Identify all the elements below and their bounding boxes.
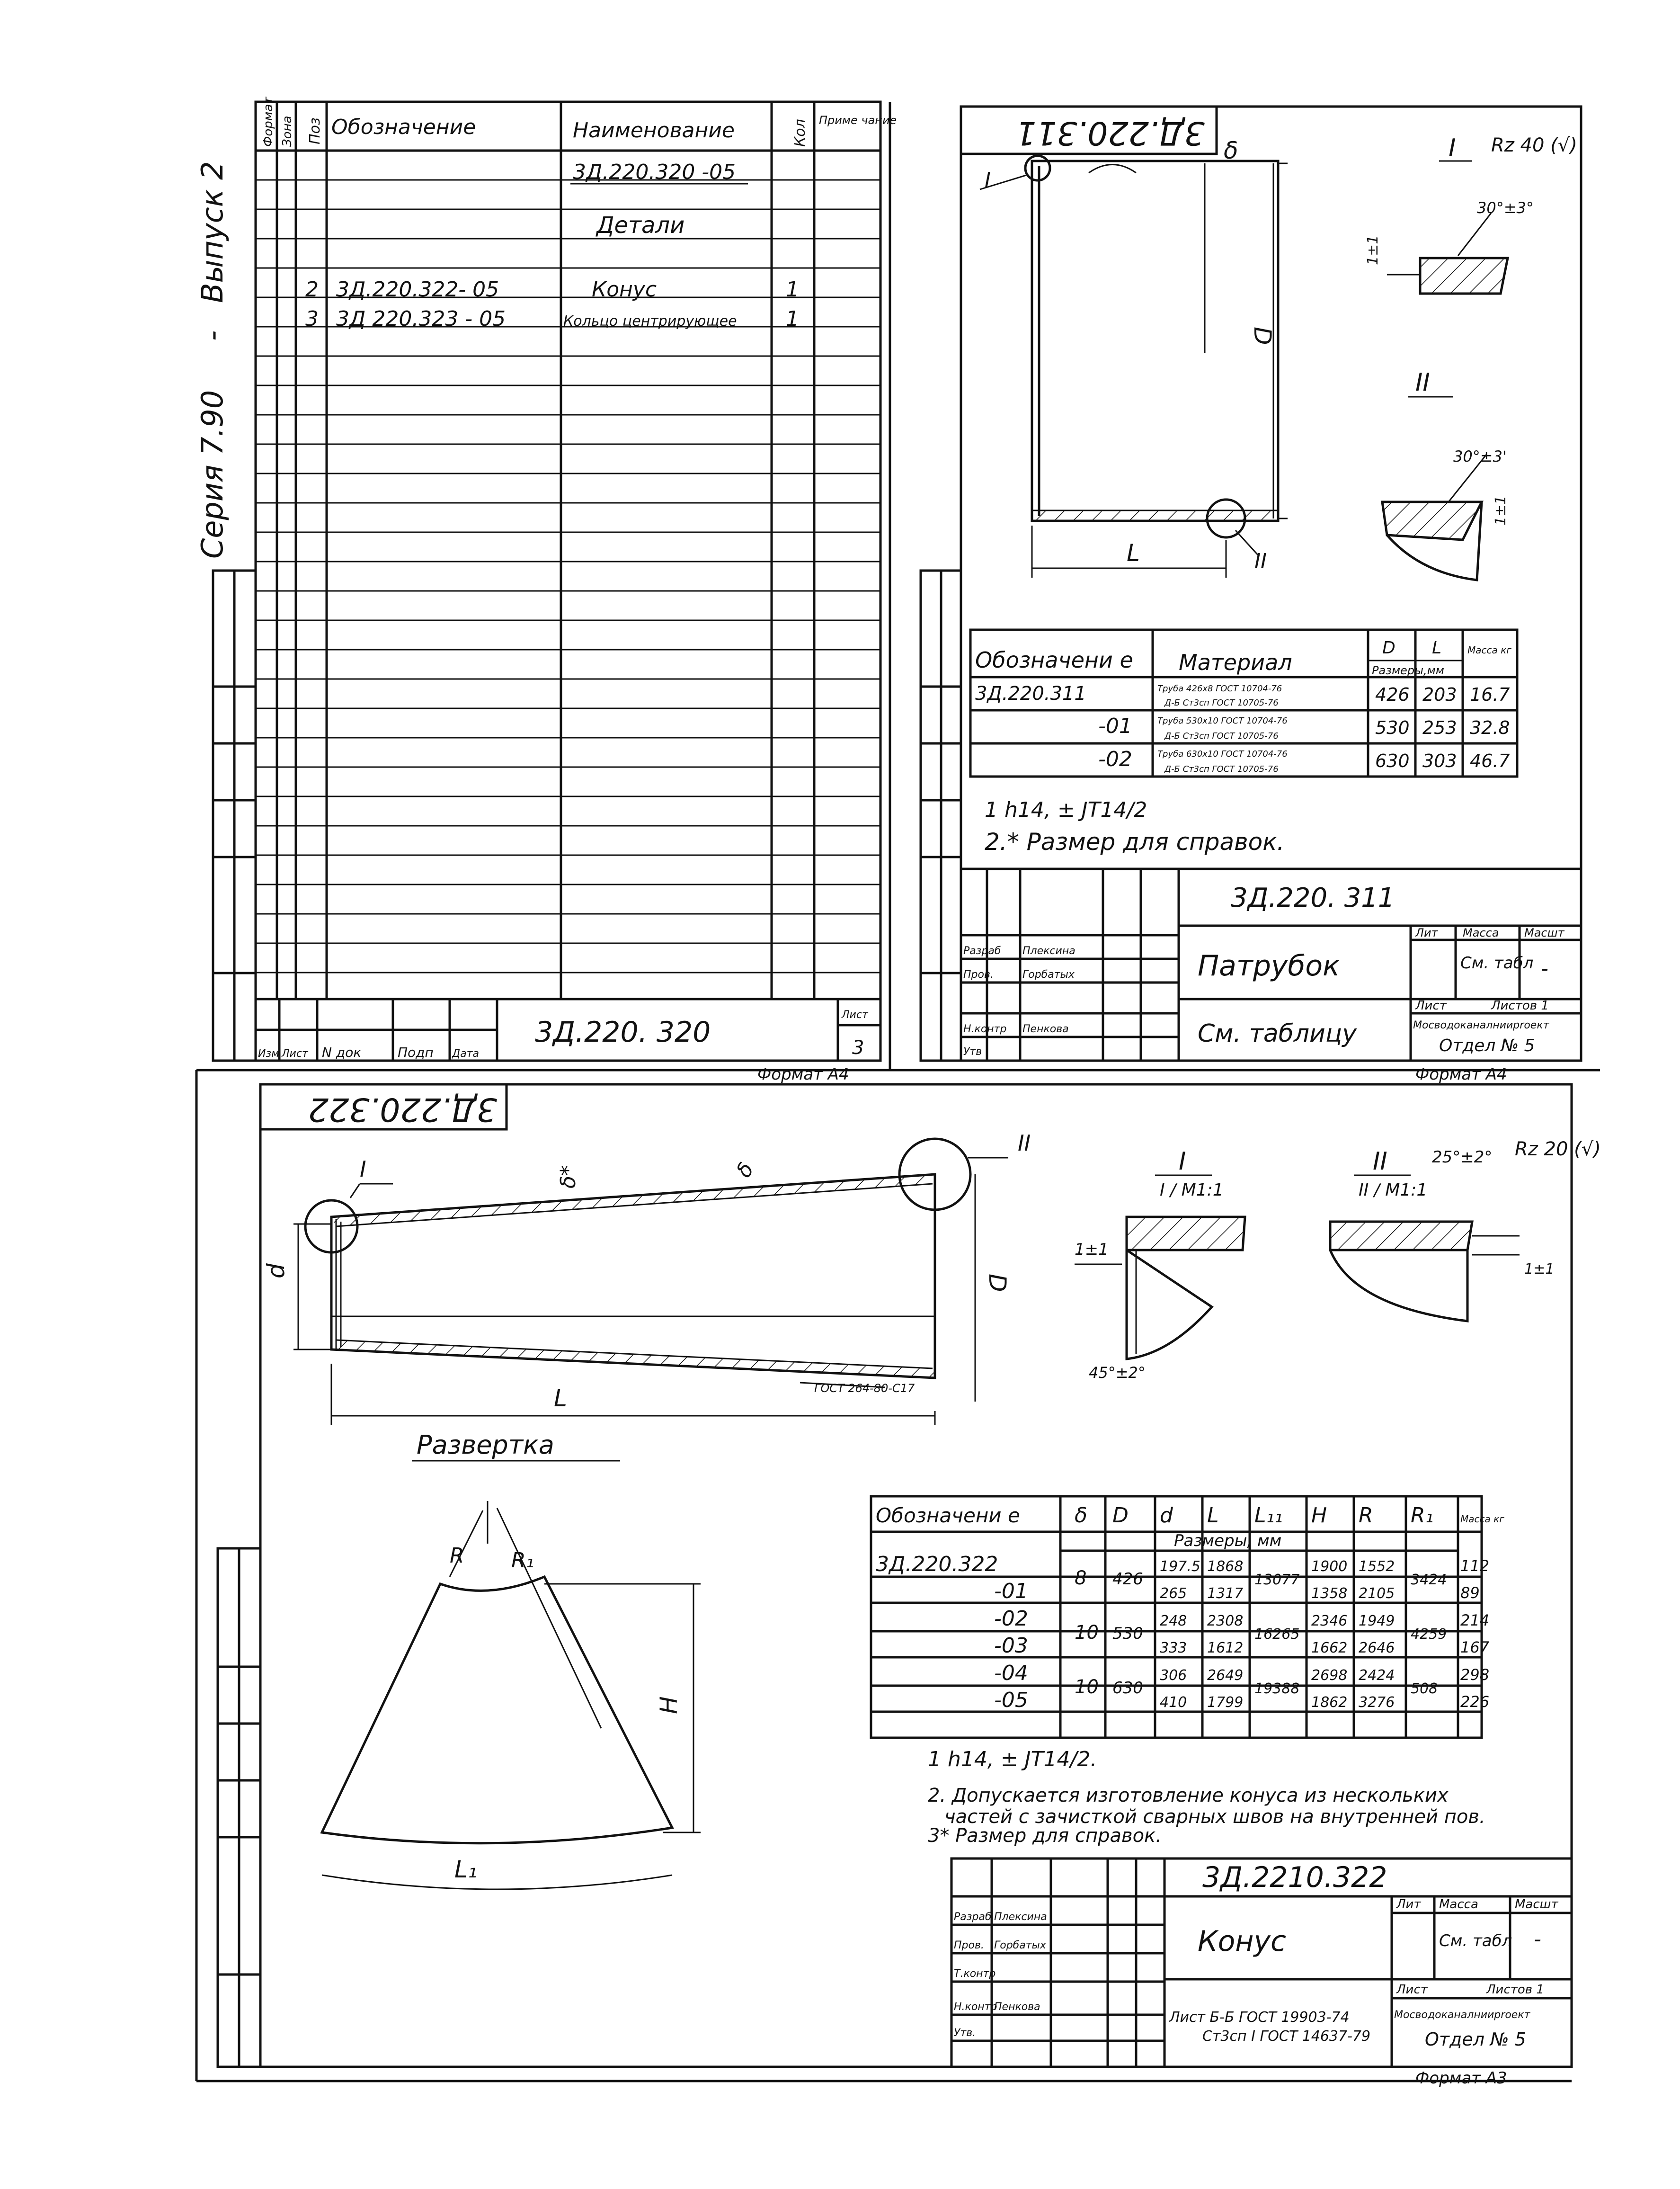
unfold-H: H [655, 1696, 683, 1714]
d322-s: δ* [556, 1165, 580, 1188]
d311-tb-sheets: Листов 1 [1491, 999, 1549, 1013]
row2-qty: 1 [786, 307, 799, 331]
t322-cell: 1317 [1207, 1585, 1244, 1602]
spec-frame [256, 102, 880, 1061]
t322-header: D [1112, 1503, 1129, 1528]
d322-p4-role: Н.контр [954, 2001, 997, 2013]
d322-detail1-scale: I / М1:1 [1160, 1180, 1224, 1200]
t322-cell: 2308 [1207, 1613, 1244, 1629]
spec-section: Детали [596, 212, 685, 239]
d322-gost: ГОСТ 264-80-С17 [814, 1382, 915, 1395]
d322-detail2-scale: II / М1:1 [1359, 1180, 1428, 1200]
t322-cell: 13077 [1254, 1572, 1300, 1588]
d322-v1: I [360, 1156, 366, 1182]
d311-p2-role: Пров. [963, 969, 994, 981]
d322-p2-name: Горбатых [994, 1939, 1046, 1951]
t311-r1-mat-b: Д-Б Ст3сп ГОСТ 10705-76 [1164, 698, 1279, 708]
t322-cell: 1868 [1207, 1558, 1244, 1575]
t311-r1-D: 426 [1375, 684, 1410, 705]
d322-tb-scale-val: - [1534, 1927, 1541, 1951]
t311-r3-D: 630 [1375, 751, 1410, 771]
stamp-h-sign: Подп [398, 1045, 434, 1060]
t311-r2-code: -01 [1098, 714, 1132, 738]
d322-dim1b: 1±1 [1524, 1261, 1555, 1278]
spec-assembly: 3Д.220.320 -05 [573, 160, 736, 184]
issue-label: Выпуск 2 [195, 161, 230, 303]
t322-cell: 2698 [1311, 1667, 1348, 1684]
unfold-shape [322, 1577, 672, 1843]
d311-detail2-label: II [1415, 368, 1430, 397]
row2-name: Кольцо центрирующее [563, 313, 737, 330]
stamp-h-doc: N док [322, 1045, 362, 1060]
t311-r1-mat-a: Труба 426х8 ГОСТ 10704-76 [1157, 684, 1282, 694]
t322-cell: 248 [1160, 1613, 1187, 1629]
t322-cell: 167 [1460, 1638, 1490, 1656]
t311-r2-mat-a: Труба 530х10 ГОСТ 10704-76 [1157, 716, 1288, 726]
d311-D: D [1249, 327, 1276, 345]
d322-tb-mass: Масса [1439, 1897, 1478, 1912]
d311-v1: I [985, 168, 991, 192]
d311-mirror-code: 3Д.220.311 [1015, 114, 1205, 152]
row2-designation: 3Д 220.323 - 05 [336, 307, 506, 331]
d311-p1-name: Плексина [1022, 945, 1076, 957]
d322-p1-role: Разраб [954, 1911, 992, 1923]
d322-tb-material-a: Лист Б-Б ГОСТ 19903-74 [1169, 2009, 1350, 2026]
t322-cell: 1552 [1359, 1558, 1395, 1575]
d322-title-block [951, 1858, 1572, 2088]
d311-note1: 1 h14, ± JT14/2 [985, 798, 1147, 822]
t322-cell: 1662 [1311, 1640, 1348, 1656]
left-strip-2 [921, 571, 961, 1061]
d322-note4: 3* Размер для справок. [928, 1825, 1162, 1847]
t311-r2-D: 530 [1375, 717, 1410, 738]
col-format: Формат [261, 97, 276, 147]
d322-note1: 1 h14, ± JT14/2. [928, 1747, 1097, 1771]
t322-cell: 306 [1160, 1667, 1187, 1684]
d322-d: d [262, 1263, 290, 1278]
t322-header: Обозначени е [876, 1504, 1020, 1527]
t322-cell: 333 [1160, 1640, 1187, 1656]
unfold-L1: L₁ [454, 1856, 477, 1883]
d311-roughness: Rz 40 (√) [1491, 134, 1577, 156]
t322-cell: 3424 [1411, 1572, 1447, 1588]
d311-p3-name: Пенкова [1022, 1023, 1069, 1035]
d311-dim1a: 1±1 [1365, 235, 1381, 265]
d322-tb-org2: Отдел № 5 [1425, 2029, 1526, 2050]
drawing-311 [921, 107, 1581, 1084]
d311-tb-sheet: Лист [1415, 999, 1447, 1013]
stamp-h-izm: Изм [258, 1048, 279, 1060]
d311-note2: 2.* Размер для справок. [985, 828, 1285, 856]
t322-cell: 1358 [1311, 1585, 1348, 1602]
t322-cell: 410 [1160, 1694, 1187, 1711]
d311-title-block [961, 869, 1581, 1084]
t322-cell: 112 [1460, 1557, 1490, 1575]
t322-cell: 197.5 [1160, 1558, 1200, 1575]
d322-tb-sheet: Лист [1396, 1983, 1428, 1997]
row1-pos: 2 [305, 277, 319, 302]
t322-header: L₁₁ [1254, 1503, 1283, 1528]
spec-sheet-no: 3 [852, 1037, 864, 1059]
col-name: Наименование [573, 118, 735, 143]
t322-cell: 19388 [1254, 1680, 1300, 1697]
d311-p3-role: Н.контр [963, 1023, 1007, 1035]
detail-circle-1 [1025, 156, 1050, 180]
d322-p2-role: Пров. [954, 1939, 984, 1951]
t322-cell: 3Д.220.322 [876, 1552, 998, 1576]
t311-r1-mass: 16.7 [1470, 684, 1510, 705]
d322-D: D [984, 1274, 1011, 1292]
t311-r3-code: -02 [1098, 747, 1132, 771]
d311-tb-mass: Масса [1463, 926, 1499, 939]
t322-cell: 8 [1075, 1567, 1087, 1589]
d322-v2: II [1018, 1130, 1031, 1156]
t322-header: L [1207, 1503, 1219, 1528]
d311-tb-org2: Отдел № 5 [1439, 1036, 1535, 1055]
t322-cell: 2105 [1359, 1585, 1395, 1602]
t322-cell: 10 [1075, 1622, 1099, 1644]
t322-header: d [1160, 1503, 1173, 1528]
t322-cell: 214 [1460, 1611, 1490, 1629]
t322-header: δ [1075, 1503, 1087, 1528]
t322-header: Масса кг [1460, 1513, 1504, 1525]
stamp-h-list: Лист [282, 1048, 308, 1060]
t311-r3-mat-b: Д-Б Ст3сп ГОСТ 10705-76 [1164, 764, 1279, 774]
t322-cell: -03 [994, 1634, 1028, 1658]
d322-roughness: Rz 20 (√) [1515, 1138, 1601, 1160]
d311-tb-scale: Масшт [1524, 926, 1564, 939]
d311-L: L [1127, 539, 1140, 567]
t311-r2-L: 253 [1422, 717, 1457, 738]
t322-cell: 265 [1160, 1585, 1187, 1602]
d311-tb-code: 3Д.220. 311 [1231, 883, 1395, 913]
t311-r1-code: 3Д.220.311 [975, 683, 1086, 705]
row1-designation: 3Д.220.322- 05 [336, 277, 499, 302]
d311-angle1: 30°±3° [1477, 199, 1534, 217]
col-pos: Поз [307, 117, 323, 144]
d322-angle-b: 25°±2° [1432, 1148, 1493, 1167]
issue-dash: - [195, 330, 230, 341]
t322-cell: 89 [1460, 1584, 1480, 1602]
d311-frame [961, 107, 1581, 1061]
d311-format: Формат А4 [1415, 1065, 1507, 1084]
d311-tb-title: Патрубок [1198, 949, 1340, 983]
d322-tb-material-b: Ст3сп I ГОСТ 14637-79 [1202, 2028, 1371, 2045]
t311-subheader: Размеры,мм [1372, 664, 1444, 677]
d311-angle2: 30°±3' [1453, 447, 1507, 465]
series-label: Серия 7.90 [195, 390, 230, 559]
d322-tb-mass-val: См. табл [1439, 1931, 1512, 1950]
t311-h-mat: Материал [1179, 650, 1292, 675]
d322-p4-name: Пенкова [994, 2001, 1040, 2013]
t322-cell: 3276 [1359, 1694, 1395, 1711]
d311-delta: δ [1224, 137, 1238, 164]
row1-name: Конус [592, 277, 657, 302]
d322-p3-role: Т.контр [954, 1968, 996, 1980]
d322-tb-lit: Лит [1396, 1897, 1421, 1912]
t322-cell: 1862 [1311, 1694, 1348, 1711]
unfold-R: R [450, 1544, 464, 1568]
t322-subheader: Размеры, мм [1174, 1531, 1282, 1550]
spec-format: Формат А4 [757, 1065, 849, 1084]
t322-cell: 10 [1075, 1676, 1099, 1698]
t322-cell: 2646 [1359, 1640, 1395, 1656]
t322-cell: -04 [994, 1661, 1028, 1685]
d311-tb-org1: Мосводоканалнииproект [1413, 1019, 1549, 1031]
t322-cell: 2346 [1311, 1613, 1348, 1629]
spec-title-code: 3Д.220. 320 [535, 1016, 711, 1049]
d311-tb-material: См. таблицу [1198, 1019, 1357, 1048]
d311-dim1b: 1±1 [1493, 495, 1509, 526]
row1-qty: 1 [786, 277, 799, 302]
d322-note3: частей с зачисткой сварных швов на внутренней пов. [944, 1806, 1485, 1828]
d322-tb-scale: Масшт [1515, 1897, 1558, 1912]
d311-p1-role: Разраб [963, 945, 1001, 957]
t322-cell: 2424 [1359, 1667, 1395, 1684]
d322-tb-title: Конус [1198, 1925, 1287, 1958]
col-qty: Кол [792, 119, 809, 147]
t311-r2-mat-b: Д-Б Ст3сп ГОСТ 10705-76 [1164, 731, 1279, 741]
d322-angle-a: 45°±2° [1089, 1364, 1146, 1382]
d322-unfold-title: Развертка [417, 1430, 554, 1460]
t311-r3-mass: 46.7 [1470, 751, 1510, 771]
t311-r3-L: 303 [1422, 751, 1457, 771]
specification-sheet [213, 97, 897, 1084]
d322-note2: 2. Допускается изготовление конуса из нескольких [928, 1785, 1449, 1806]
side-series-labels [195, 161, 230, 559]
t322-cell: 4259 [1411, 1626, 1447, 1643]
t322-header: H [1311, 1503, 1327, 1528]
t322-cell: -05 [994, 1688, 1028, 1712]
d322-delta: δ [731, 1158, 759, 1182]
d322-p5-role: Утв. [954, 2027, 976, 2039]
t322-cell: 630 [1112, 1679, 1143, 1698]
d322-p1-name: Плексина [994, 1911, 1047, 1923]
t322-cell: 1949 [1359, 1613, 1395, 1629]
d322-tb-org1: Мосводоканалнииproект [1394, 2009, 1530, 2021]
t311-h-L: L [1432, 638, 1442, 658]
d322-table [871, 1496, 1504, 1738]
t322-cell: 226 [1460, 1693, 1490, 1711]
t322-cell: -02 [994, 1607, 1028, 1631]
t322-cell: 1612 [1207, 1640, 1244, 1656]
pipe-body [1032, 161, 1278, 521]
d322-detail2-label: II [1373, 1147, 1387, 1176]
d322-L: L [554, 1385, 567, 1412]
t311-h-code: Обозначени е [975, 647, 1133, 673]
d322-tb-sheets: Листов 1 [1486, 1983, 1544, 1997]
t322-header: R₁ [1411, 1503, 1434, 1528]
d322-dim1a: 1±1 [1075, 1240, 1109, 1259]
col-zone: Зона [280, 116, 294, 147]
d311-tb-mass-val: См. табл [1460, 954, 1534, 973]
t322-cell: 1900 [1311, 1558, 1348, 1575]
t322-cell: 508 [1411, 1680, 1438, 1697]
t311-r2-mass: 32.8 [1470, 717, 1510, 738]
t322-cell: 1799 [1207, 1694, 1244, 1711]
t322-cell: 530 [1112, 1624, 1143, 1643]
t311-h-D: D [1382, 638, 1396, 658]
t322-cell: 426 [1112, 1570, 1143, 1589]
t322-cell: 298 [1460, 1666, 1490, 1684]
t311-h-mass: Масса кг [1467, 644, 1511, 656]
d311-tb-scale-val: - [1541, 956, 1548, 981]
d311-table [970, 630, 1517, 777]
t311-r3-mat-a: Труба 630х10 ГОСТ 10704-76 [1157, 749, 1288, 759]
d322-format: Формат А3 [1415, 2069, 1507, 2088]
col-note: Приме чание [819, 114, 897, 127]
d322-detail1-label: I [1179, 1147, 1186, 1176]
d311-v2: II [1254, 549, 1267, 573]
t322-header: R [1359, 1503, 1373, 1528]
d311-tb-lit: Лит [1415, 926, 1438, 939]
left-strip-3 [218, 1548, 260, 2067]
drawing-322 [218, 1084, 1601, 2088]
d311-detail1-label: I [1449, 134, 1456, 162]
d322-tb-code: 3Д.2210.322 [1202, 1861, 1387, 1894]
left-strip [213, 571, 256, 1061]
d311-p4-role: Утв [963, 1046, 982, 1058]
d311-p2-name: Горбатых [1022, 969, 1075, 981]
t322-cell: 2649 [1207, 1667, 1244, 1684]
t322-cell: -01 [994, 1579, 1028, 1603]
col-designation: Обозначение [331, 115, 476, 139]
t311-r1-L: 203 [1422, 684, 1457, 705]
row2-pos: 3 [305, 307, 319, 331]
d322-mirror-code: 3Д.220.322 [308, 1090, 497, 1128]
spec-sheet-label: Лист [842, 1009, 868, 1021]
unfold-R1: R₁ [511, 1548, 534, 1573]
stamp-h-date: Дата [452, 1048, 479, 1060]
t322-cell: 16265 [1254, 1626, 1300, 1643]
